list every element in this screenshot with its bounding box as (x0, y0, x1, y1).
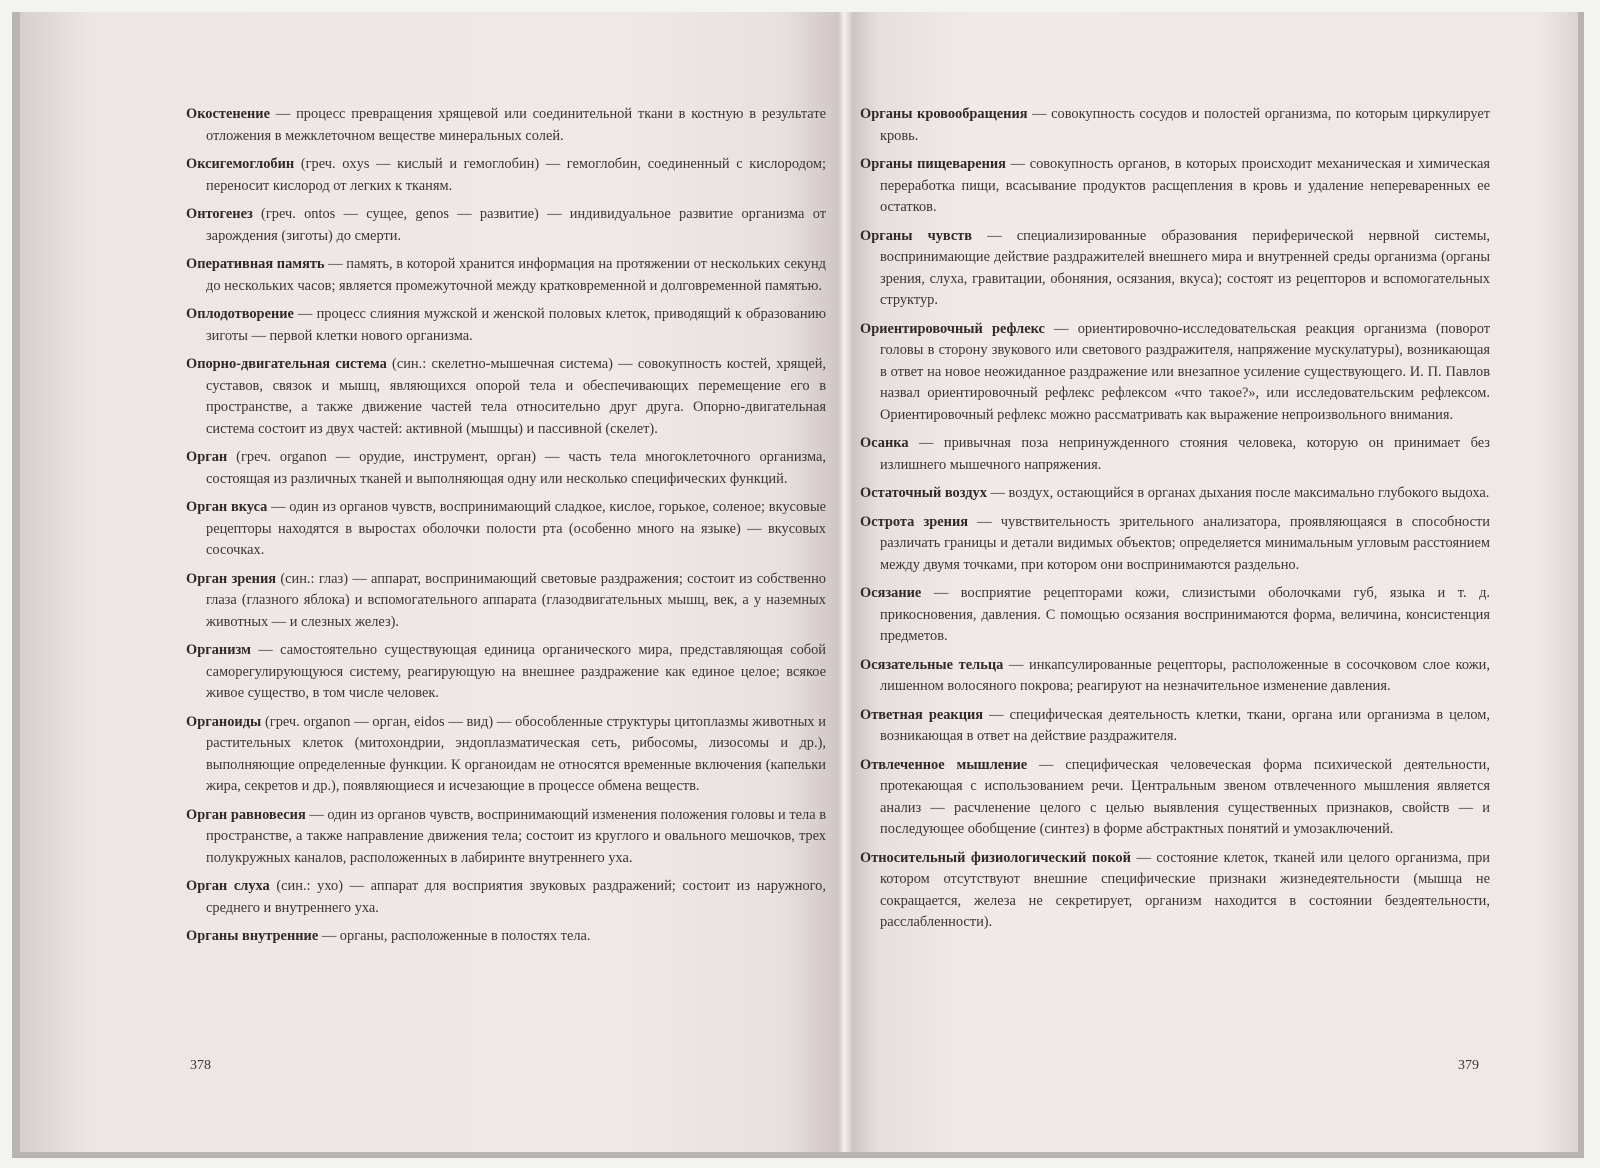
entry-definition: — органы, расположенные в полостях тела. (318, 928, 591, 944)
entry-term: Органы пищеварения (860, 156, 1006, 172)
entry-term: Осанка (860, 435, 909, 451)
glossary-entry (860, 226, 1490, 312)
entry-definition: — память, в которой хранится информация на протяжении от нескольких секунд до нескольких часов; является промежуточной между кратковременной и долговременной памятью. (206, 256, 826, 294)
entry-term: Осязание (860, 585, 922, 601)
entry-term: Онтогенез (186, 206, 253, 222)
entry-definition: — восприятие рецепторами кожи, слизистыми оболочками губ, языка и т. д. прикосновения, давления. С помощью осязания воспринимаются форма, величина, консистенция предметов. (880, 585, 1490, 644)
glossary-entry (186, 154, 826, 197)
right-column (860, 104, 1490, 941)
entry-term: Оперативная память (186, 256, 325, 272)
glossary-entry (860, 483, 1490, 505)
entry-term: Органы чувств (860, 227, 973, 244)
entry-term: Орган вкуса (186, 499, 268, 515)
entry-definition: (син.: ухо) — аппарат для восприятия звуковых раздражений; состоит из наружного, среднего и внутреннего уха. (206, 878, 826, 916)
glossary-entry (860, 512, 1490, 577)
glossary-entry (186, 354, 826, 440)
entry-term: Орган (186, 449, 228, 465)
entry-term: Орган равновесия (186, 806, 306, 823)
right-page (848, 12, 1578, 1152)
entry-definition: (греч. organon — орган, eidos — вид) — обособленные структуры цитоплазмы животных и растительных клеток (митохондрии, эндоплазматическая сеть, рибосомы, лизосомы и др.), выполняющие определенные функции. К органоидам не относятся временные включения (капельки жира, секретов и др.), появляющиеся и исчезающие в процессе обмена веществ. (206, 713, 826, 794)
entry-term: Относительный физиологический покой (860, 849, 1131, 866)
entry-definition: — процесс превращения хрящевой или соединительной ткани в костную в результате отложения в межклеточном веществе минеральных солей. (206, 106, 826, 144)
glossary-entry (186, 569, 826, 634)
entry-term: Острота зрения (860, 513, 969, 530)
entry-definition: — один из органов чувств, воспринимающий сладкое, кислое, горькое, соленое; вкусовые рецепторы находятся в выростах оболочки полости рта (особенно много на языке) — вкусовых сосочках. (206, 499, 826, 558)
entry-term: Остаточный воздух (860, 485, 987, 501)
entry-term: Органы кровообращения (860, 106, 1028, 122)
entry-definition: — инкапсулированные рецепторы, расположенные в сосочковом слое кожи, лишенном волосяного покрова; реагируют на незначительное изменение давления. (880, 656, 1490, 694)
entry-definition: — совокупность сосудов и полостей организма, по которым циркулирует кровь. (880, 106, 1491, 144)
entry-term: Ответная реакция (860, 706, 984, 723)
entry-definition: (греч. ontos — сущее, genos — развитие) — индивидуальное развитие организма от зарождения (зиготы) до смерти. (206, 206, 826, 244)
entry-definition: — привычная поза непринужденного стояния человека, которую он принимает без излишнего мышечного напряжения. (880, 435, 1490, 473)
entry-term: Организм (186, 642, 251, 658)
glossary-entry (186, 447, 826, 490)
glossary-entry (860, 154, 1490, 219)
entry-definition: — чувствительность зрительного анализатора, проявляющаяся в способности различать границы и детали видимых объектов; определяется минимальным угловым расстоянием между двумя точками, при котором они воспринимаются раздельно. (880, 513, 1490, 573)
page-number-right: 379 (1458, 1058, 1479, 1073)
glossary-entry (186, 204, 826, 247)
entry-definition: (син.: скелетно-мышечная система) — совокупность костей, хрящей, суставов, связок и мышц, являющихся опорой тела и обеспечивающих перемещение его в пространстве, а также движение частей тела относительно друг друга. Опорно-двигательная система состоит из двух частей: активной (мышцы) и пассивной (скелет). (206, 356, 827, 437)
entry-definition: — специализированные образования периферической нервной системы, воспринимающие действие раздражителей внешнего мира и внутренней среды организма (органы зрения, слуха, гравитации, обоняния, осязания, вкуса); состоят из рецепторов и вспомогательных структур. (880, 227, 1490, 308)
entry-definition: — совокупность органов, в которых происходит механическая и химическая переработка пищи, всасывание продуктов расщепления в кровь и удаление непереваренных ее остатков. (880, 156, 1491, 215)
glossary-entry (186, 497, 826, 562)
entry-term: Отвлеченное мышление (860, 756, 1028, 773)
entry-definition: — воздух, остающийся в органах дыхания после максимально глубокого выдоха. (986, 485, 1490, 501)
book-spine (838, 12, 852, 1152)
left-column (186, 104, 826, 955)
glossary-entry (186, 805, 826, 870)
glossary-entry (860, 705, 1490, 748)
glossary-entry (186, 876, 826, 919)
entry-term: Органоиды (186, 713, 262, 730)
entry-term: Оплодотворение (186, 306, 294, 322)
page-number-left: 378 (190, 1058, 211, 1073)
entry-definition: (син.: глаз) — аппарат, воспринимающий световые раздражения; состоит из собственно глаза (глазного яблока) и вспомогательного аппарата (глазодвигательных мышц, век, а у наземных животных — и слезных желез). (206, 570, 826, 630)
entry-definition: (греч. organon — орудие, инструмент, орган) — часть тела многоклеточного организма, состоящая из различных тканей и выполняющая одну или несколько специфических функций. (206, 449, 826, 487)
glossary-entry (860, 319, 1490, 427)
entry-term: Осязательные тельца (860, 656, 1004, 673)
glossary-entry (860, 848, 1490, 934)
entry-definition: — состояние клеток, тканей или целого организма, при котором отсутствуют внешние специфические признаки жизнедеятельности (мышца не сокращается, железа не секретирует, организм находится в состоянии бездеятельности, расслабленности). (880, 849, 1490, 930)
entry-definition: — самостоятельно существующая единица органического мира, представляющая собой саморегулирующуюся систему, реагирующую на внешнее раздражение как единое целое; всякое живое существо, в том числе человек. (206, 642, 826, 701)
glossary-entry (860, 755, 1490, 841)
glossary-entry (186, 712, 826, 798)
glossary-entry (186, 304, 826, 347)
entry-term: Орган зрения (186, 570, 277, 587)
entry-definition: — ориентировочно-исследовательская реакция организма (поворот головы в сторону звукового или светового раздражителя, напряжение мускулатуры), возникающая в ответ на новое неожиданное раздражение или внезапное усиление существующего. И. П. Павлов назвал ориентировочный рефлекс рефлексом «что такое?», или исследовательским рефлексом. Ориентировочный рефлекс можно рассматривать как выражение непроизвольного внимания. (880, 320, 1491, 423)
entry-term: Опорно-двигательная система (186, 356, 387, 372)
entry-definition: — процесс слияния мужской и женской половых клеток, приводящий к образованию зиготы — первой клетки нового организма. (206, 306, 826, 344)
entry-term: Окостенение (186, 106, 270, 122)
entry-definition: — специфическая деятельность клетки, ткани, органа или организма в целом, возникающая в ответ на действие раздражителя. (880, 706, 1490, 744)
glossary-entry (186, 640, 826, 705)
glossary-entry (860, 655, 1490, 698)
entry-term: Органы внутренние (186, 928, 319, 944)
entry-term: Оксигемоглобин (186, 156, 295, 172)
left-page (20, 12, 850, 1152)
entry-definition: — специфическая человеческая форма психической деятельности, протекающая с использованием речи. Центральным звеном отвлеченного мышления является анализ — расчленение целого с целью выявления существенных признаков, свойств — и последующее обобщение (синтез) в форме абстрактных понятий и умозаключений. (880, 756, 1490, 837)
glossary-entry (860, 104, 1490, 147)
glossary-entry (186, 254, 826, 297)
glossary-entry (186, 926, 826, 948)
entry-definition: (греч. oxys — кислый и гемоглобин) — гемоглобин, соединенный с кислородом; переносит кислород от легких к тканям. (206, 156, 826, 194)
glossary-entry (860, 433, 1490, 476)
glossary-entry (186, 104, 826, 147)
entry-definition: — один из органов чувств, воспринимающий изменения положения головы и тела в пространстве, а также направление движения тела; состоит из круглого и овального мешочков, трех полукружных каналов, расположенных в лабиринте внутреннего уха. (206, 806, 826, 866)
entry-term: Ориентировочный рефлекс (860, 320, 1045, 337)
glossary-entry (860, 583, 1490, 648)
open-book (12, 12, 1584, 1158)
entry-term: Орган слуха (186, 878, 270, 894)
